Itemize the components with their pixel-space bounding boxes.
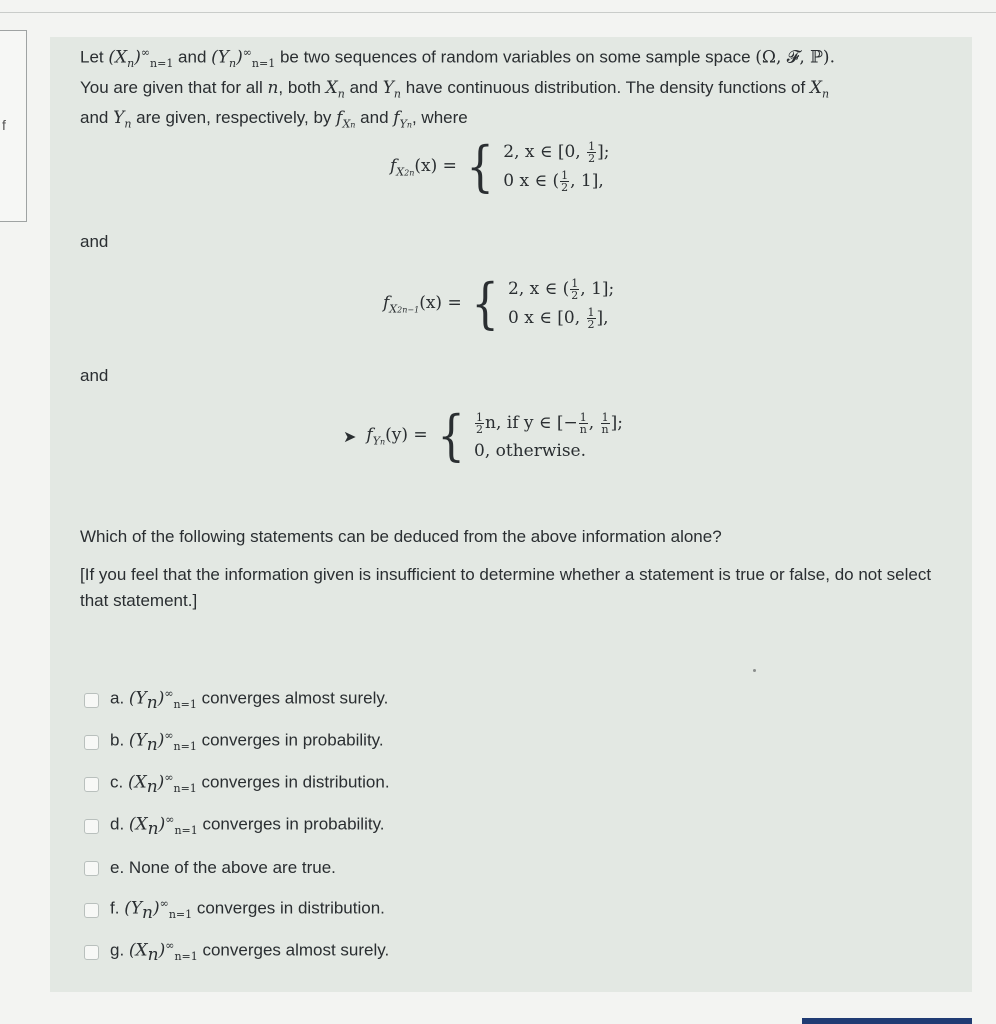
checkbox-f[interactable] [84, 903, 99, 918]
option-b[interactable]: b. $(Y_n)^\infty_{n=1}$ converges in probability. [84, 721, 390, 763]
dust-dot [753, 669, 756, 672]
bottom-button-edge[interactable] [802, 1018, 972, 1024]
checkbox-c[interactable] [84, 777, 99, 792]
option-a[interactable]: a. $(Y_n)^\infty_{n=1}$ converges almost surely. [84, 679, 390, 721]
option-f[interactable]: f. $(Y_n)^\infty_{n=1}$ converges in distribution. [84, 889, 390, 931]
checkbox-d[interactable] [84, 819, 99, 834]
mouse-cursor-icon: ➤ [343, 426, 357, 446]
question-card [50, 37, 972, 992]
question-prompt: Which of the following statements can be deduced from the above information alone? [80, 527, 722, 546]
density-fx2n-equation: $f_{X2n}(x)$ = { 2, x ∈ [0, $\frac{1}{2}$ ]; 0 x ∈ ( $\frac{1}{2}$ , 1], [390, 135, 610, 198]
density-fx2n-1-equation: $f_{X2n-1}(x)$ = { 2, x ∈ ( $\frac{1}{2}$ , 1]; 0 x ∈ [0, $\frac{1}{2}$ ], [383, 272, 615, 335]
option-e[interactable]: e. None of the above are true. [84, 847, 390, 889]
checkbox-b[interactable] [84, 735, 99, 750]
checkbox-e[interactable] [84, 861, 99, 876]
answer-options [84, 679, 390, 973]
question-intro: Let $(X_n)^\infty_{n=1}$ and $(Y_n)^\infty_{n=1}$ be two sequences of random variables on some sample space (Ω, 𝓕, ℙ). You are given that for all n, both $X_n$ and $Y_n$ have continuous distribution. The density functions of $X_n$ and $Y_n$ are given, respectively, by $f_{Xn}$ and $f_{Yn}$, where [80, 46, 835, 131]
side-fragment-text: f [2, 117, 6, 133]
option-c[interactable]: c. $(X_n)^\infty_{n=1}$ converges in distribution. [84, 763, 390, 805]
checkbox-a[interactable] [84, 693, 99, 708]
side-panel-fragment [0, 30, 27, 222]
option-d[interactable]: d. $(X_n)^\infty_{n=1}$ converges in probability. [84, 805, 390, 847]
checkbox-g[interactable] [84, 945, 99, 960]
and-label-2: and [80, 366, 109, 385]
option-g[interactable]: g. $(X_n)^\infty_{n=1}$ converges almost surely. [84, 931, 390, 973]
question-note: [If you feel that the information given is insufficient to determine whether a statement is true or false, do not select that statement.] [80, 565, 932, 610]
top-divider [0, 12, 996, 13]
and-label-1: and [80, 232, 109, 251]
density-fyn-equation: ➤ $f_{Yn}(y)$ = { $\frac{1}{2}$ n, if y ∈ [− $\frac{1}{n}$ , $\frac{1}{n}$ ]; 0, otherwise. [343, 404, 623, 467]
